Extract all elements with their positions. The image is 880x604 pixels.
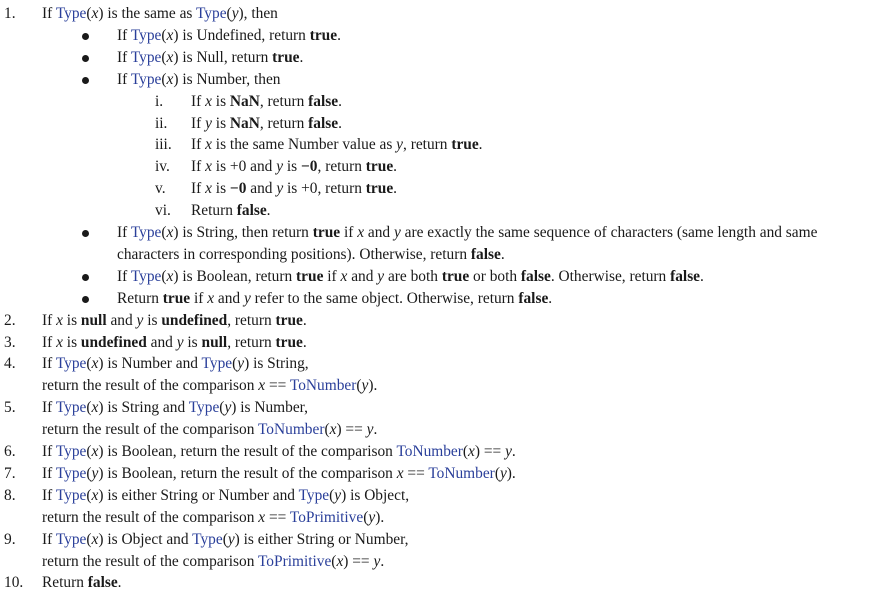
keyword: true <box>365 158 394 176</box>
keyword: true <box>312 224 341 241</box>
step-text <box>42 354 309 374</box>
text-run: If <box>191 136 206 154</box>
text-run: is the same Number value as <box>211 136 397 154</box>
variable: y <box>396 136 404 154</box>
text-run: . <box>500 245 505 263</box>
text-run: ( <box>161 48 167 66</box>
roman-step-number: i. <box>155 92 164 110</box>
variable: y <box>393 224 401 241</box>
keyword: undefined <box>80 333 147 351</box>
keyword: NaN <box>229 92 260 110</box>
text-run: . <box>511 443 516 460</box>
keyword: NaN <box>229 114 260 132</box>
step-text <box>42 311 307 331</box>
text-run: ). <box>506 464 516 482</box>
text-run: ( <box>329 486 335 504</box>
text-run: . <box>380 552 385 570</box>
keyword: false <box>308 92 339 110</box>
text-run: If <box>42 355 56 373</box>
step-number: 1. <box>4 5 16 22</box>
text-run: ) is Undefined, return <box>173 26 310 44</box>
step-number: 8. <box>4 486 16 504</box>
roman-step-number: vi. <box>155 202 171 220</box>
variable: x <box>166 267 174 285</box>
spec-link[interactable]: Type <box>192 530 223 548</box>
keyword: true <box>275 333 303 351</box>
step-text <box>191 201 271 221</box>
spec-link[interactable]: Type <box>55 355 87 373</box>
text-run: , return <box>403 136 452 154</box>
variable: y <box>231 5 239 22</box>
text-run: If <box>117 48 131 66</box>
variable: y <box>276 180 284 198</box>
variable: y <box>237 355 245 373</box>
text-run: Return <box>117 289 163 307</box>
spec-link[interactable]: ToNumber <box>396 443 463 460</box>
variable: y <box>227 530 235 548</box>
spec-link[interactable]: ToNumber <box>428 464 495 482</box>
text-run: ) is Boolean, return <box>173 267 297 285</box>
step-text <box>42 552 384 572</box>
text-run: is +0 and <box>211 158 277 176</box>
spec-link[interactable]: Type <box>130 70 162 88</box>
text-run: , return <box>227 333 276 351</box>
text-run: . <box>338 92 342 110</box>
spec-link[interactable]: Type <box>195 5 227 22</box>
text-run: and <box>246 180 277 198</box>
step-number: 7. <box>4 464 16 482</box>
text-run: If <box>117 70 131 88</box>
text-run: ( <box>494 464 500 482</box>
text-run: if <box>190 289 208 307</box>
text-run: If <box>42 530 56 548</box>
text-run: ( <box>219 399 225 417</box>
text-run: if <box>340 224 358 241</box>
keyword: null <box>80 311 107 329</box>
step-number: 4. <box>4 355 16 373</box>
keyword: false <box>308 114 339 132</box>
variable: x <box>91 399 99 417</box>
step-text <box>42 573 122 593</box>
text-run: ( <box>161 224 167 241</box>
variable: y <box>368 508 376 526</box>
text-run: If <box>42 399 56 417</box>
text-run: ) is Number, <box>231 399 309 417</box>
keyword: true <box>275 311 303 329</box>
variable: y <box>243 289 251 307</box>
text-run: ) is Boolean, return the result of the comparison <box>98 464 397 482</box>
spec-link[interactable]: ToNumber <box>289 377 357 395</box>
text-run: ) is Null, return <box>173 48 273 66</box>
keyword: undefined <box>161 311 228 329</box>
variable: x <box>336 552 344 570</box>
variable: x <box>468 443 475 460</box>
text-run: ) is either String or Number and <box>98 486 299 504</box>
variable: x <box>340 267 348 285</box>
spec-link[interactable]: Type <box>55 399 87 417</box>
text-run: ( <box>161 26 167 44</box>
text-run: ( <box>86 443 92 460</box>
text-run: ) == <box>336 421 367 439</box>
text-run: If <box>42 333 57 351</box>
variable: y <box>373 552 381 570</box>
bullet-icon <box>82 77 89 84</box>
text-run: ) is String and <box>98 399 189 417</box>
variable: x <box>91 530 99 548</box>
spec-link[interactable]: Type <box>298 486 330 504</box>
text-run: is <box>211 114 230 132</box>
variable: y <box>366 421 374 439</box>
text-run: If <box>42 311 57 329</box>
variable: y <box>136 311 144 329</box>
step-text <box>42 442 516 462</box>
text-run: . <box>700 267 704 285</box>
text-run: is <box>211 180 230 198</box>
step-text <box>42 420 377 440</box>
variable: y <box>377 267 385 285</box>
step-text <box>117 48 303 68</box>
text-run: characters in corresponding positions). Otherwise, return <box>117 245 471 263</box>
variable: x <box>166 224 174 241</box>
text-run: and <box>347 267 378 285</box>
text-run: ( <box>86 5 92 22</box>
spec-link[interactable]: Type <box>130 26 162 44</box>
text-run: If <box>42 443 56 460</box>
step-text <box>117 289 552 309</box>
variable: x <box>357 224 365 241</box>
text-run: . <box>337 26 341 44</box>
variable: x <box>258 508 266 526</box>
text-run: ( <box>161 70 167 88</box>
text-run: . <box>393 180 398 198</box>
variable: x <box>166 26 174 44</box>
variable: y <box>176 333 184 351</box>
text-run: ) is Object, <box>341 486 410 504</box>
step-number: 9. <box>4 530 16 548</box>
step-text <box>117 223 817 243</box>
text-run: ( <box>86 355 92 373</box>
text-run: ( <box>324 421 330 439</box>
text-run: Return <box>42 574 88 592</box>
step-text <box>117 70 280 90</box>
variable: y <box>91 464 99 482</box>
step-number: 3. <box>4 333 16 351</box>
text-run: ) is Number, then <box>173 70 281 88</box>
text-run: return the result of the comparison <box>42 377 259 395</box>
variable: x <box>205 180 212 198</box>
text-run: ) is the same as <box>98 5 196 22</box>
text-run: If <box>191 158 206 176</box>
text-run: If <box>42 5 56 22</box>
variable: x <box>205 158 212 176</box>
step-number: 5. <box>4 399 16 417</box>
spec-link[interactable]: Type <box>55 486 87 504</box>
text-run: ( <box>462 443 469 460</box>
spec-link[interactable]: Type <box>55 530 87 548</box>
bullet-icon <box>82 274 89 281</box>
text-run: If <box>42 464 56 482</box>
keyword: false <box>236 202 267 220</box>
text-run: return the result of the comparison <box>42 508 259 526</box>
text-run: ( <box>86 486 92 504</box>
text-run: is <box>143 311 162 329</box>
keyword: true <box>162 289 191 307</box>
text-run: ) is Object and <box>98 530 193 548</box>
text-run: ( <box>86 399 92 417</box>
keyword: true <box>451 136 479 154</box>
keyword: true <box>296 267 324 285</box>
keyword: −0 <box>229 180 247 198</box>
variable: x <box>56 311 63 329</box>
variable: x <box>207 289 215 307</box>
text-run: is <box>211 92 230 110</box>
variable: y <box>276 158 284 176</box>
step-text <box>117 245 505 265</box>
variable: x <box>56 333 63 351</box>
variable: x <box>91 355 99 373</box>
text-run: If <box>117 224 131 241</box>
step-text <box>191 179 397 199</box>
text-run: refer to the same object. Otherwise, return <box>250 289 519 307</box>
text-run: Return <box>191 202 237 220</box>
text-run: is +0, return <box>283 180 366 198</box>
variable: y <box>224 399 232 417</box>
keyword: false <box>87 574 118 592</box>
variable: x <box>396 464 404 482</box>
spec-link[interactable]: Type <box>55 443 87 460</box>
step-text <box>42 530 408 550</box>
text-run: , return <box>259 92 309 110</box>
text-run: is <box>62 333 81 351</box>
step-text <box>117 267 704 287</box>
step-text <box>117 26 341 46</box>
text-run: If <box>117 267 131 285</box>
spec-link[interactable]: ToPrimitive <box>257 552 332 570</box>
text-run: . <box>478 136 483 154</box>
bullet-icon <box>82 296 89 303</box>
keyword: true <box>272 48 300 66</box>
variable: x <box>258 377 266 395</box>
step-text <box>42 508 384 528</box>
text-run: or both <box>469 267 521 285</box>
text-run: ). <box>368 377 378 395</box>
text-run: , return <box>227 311 276 329</box>
text-run: . <box>302 311 307 329</box>
text-run: ). <box>375 508 385 526</box>
text-run: . <box>302 333 307 351</box>
text-run: If <box>42 486 56 504</box>
text-run: . <box>338 114 342 132</box>
keyword: false <box>520 267 551 285</box>
step-text <box>42 486 409 506</box>
text-run: If <box>191 114 206 132</box>
keyword: false <box>670 267 701 285</box>
text-run: and <box>146 333 177 351</box>
bullet-icon <box>82 55 89 62</box>
text-run: If <box>191 180 206 198</box>
keyword: −0 <box>301 158 318 176</box>
bullet-icon <box>82 230 89 237</box>
text-run: return the result of the comparison <box>42 552 258 570</box>
variable: y <box>334 486 342 504</box>
text-run: ( <box>232 355 238 373</box>
text-run: ( <box>331 552 337 570</box>
step-text <box>42 464 516 484</box>
spec-link[interactable]: ToPrimitive <box>289 508 364 526</box>
step-text <box>191 92 342 112</box>
text-run: . <box>393 158 398 176</box>
text-run: ) == <box>474 443 506 460</box>
text-run: == <box>265 377 290 395</box>
spec-link[interactable]: Type <box>188 399 220 417</box>
text-run: ) is either String or Number, <box>234 530 409 548</box>
variable: x <box>205 92 212 110</box>
text-run: . <box>548 289 553 307</box>
text-run: is <box>183 333 202 351</box>
text-run: , return <box>259 114 309 132</box>
roman-step-number: v. <box>155 180 166 198</box>
bullet-icon <box>82 33 89 40</box>
keyword: false <box>518 289 549 307</box>
step-number: 2. <box>4 311 16 329</box>
step-text <box>42 398 308 418</box>
text-run: are both <box>384 267 442 285</box>
roman-step-number: ii. <box>155 114 168 132</box>
step-number: 6. <box>4 443 16 460</box>
variable: x <box>329 421 337 439</box>
text-run: ( <box>222 530 228 548</box>
text-run: and <box>364 224 394 241</box>
text-run: == <box>403 464 429 482</box>
text-run: If <box>117 26 131 44</box>
text-run: . <box>117 574 122 592</box>
text-run: ( <box>226 5 232 22</box>
step-text <box>42 4 278 24</box>
roman-step-number: iv. <box>155 158 170 176</box>
step-text <box>42 376 377 396</box>
text-run: ( <box>356 377 362 395</box>
variable: x <box>91 5 99 22</box>
variable: x <box>166 48 174 66</box>
text-run: and <box>106 311 137 329</box>
spec-link[interactable]: Type <box>55 5 87 22</box>
variable: y <box>505 443 512 460</box>
variable: x <box>166 70 174 88</box>
text-run: If <box>191 92 206 110</box>
text-run: ) is Boolean, return the result of the comparison <box>98 443 397 460</box>
step-number: 10. <box>4 574 24 592</box>
text-run: ( <box>161 267 167 285</box>
spec-link[interactable]: ToNumber <box>257 421 325 439</box>
keyword: null <box>201 333 228 351</box>
text-run: ), then <box>238 5 278 22</box>
text-run: , return <box>317 158 366 176</box>
text-run: ) == <box>343 552 374 570</box>
spec-link[interactable]: Type <box>201 355 233 373</box>
keyword: true <box>365 180 394 198</box>
text-run: . <box>266 202 271 220</box>
variable: y <box>361 377 369 395</box>
text-run: and <box>214 289 244 307</box>
step-text <box>191 135 483 155</box>
spec-link[interactable]: Type <box>130 48 162 66</box>
keyword: true <box>309 26 338 44</box>
spec-link[interactable]: Type <box>130 224 162 241</box>
text-run: if <box>323 267 341 285</box>
step-text <box>42 333 307 353</box>
text-run: ( <box>363 508 369 526</box>
variable: x <box>91 486 99 504</box>
text-run: ( <box>86 530 92 548</box>
text-run: is <box>283 158 302 176</box>
text-run: ) is Number and <box>98 355 202 373</box>
spec-link[interactable]: Type <box>55 464 87 482</box>
step-text <box>191 157 397 177</box>
keyword: false <box>470 245 501 263</box>
roman-step-number: iii. <box>155 136 172 154</box>
text-run: return the result of the comparison <box>42 421 258 439</box>
text-run: ) is String, then return <box>173 224 313 241</box>
text-run: . Otherwise, return <box>550 267 671 285</box>
text-run: . <box>373 421 378 439</box>
text-run: == <box>265 508 290 526</box>
text-run: ( <box>86 464 92 482</box>
variable: x <box>205 136 212 154</box>
variable: y <box>499 464 507 482</box>
variable: x <box>91 443 99 460</box>
text-run: ) is String, <box>244 355 309 373</box>
spec-link[interactable]: Type <box>130 267 162 285</box>
text-run: are exactly the same sequence of characters (same length and same <box>400 224 818 241</box>
text-run: . <box>299 48 304 66</box>
variable: y <box>205 114 212 132</box>
text-run: is <box>62 311 81 329</box>
keyword: true <box>441 267 470 285</box>
step-text <box>191 114 342 134</box>
